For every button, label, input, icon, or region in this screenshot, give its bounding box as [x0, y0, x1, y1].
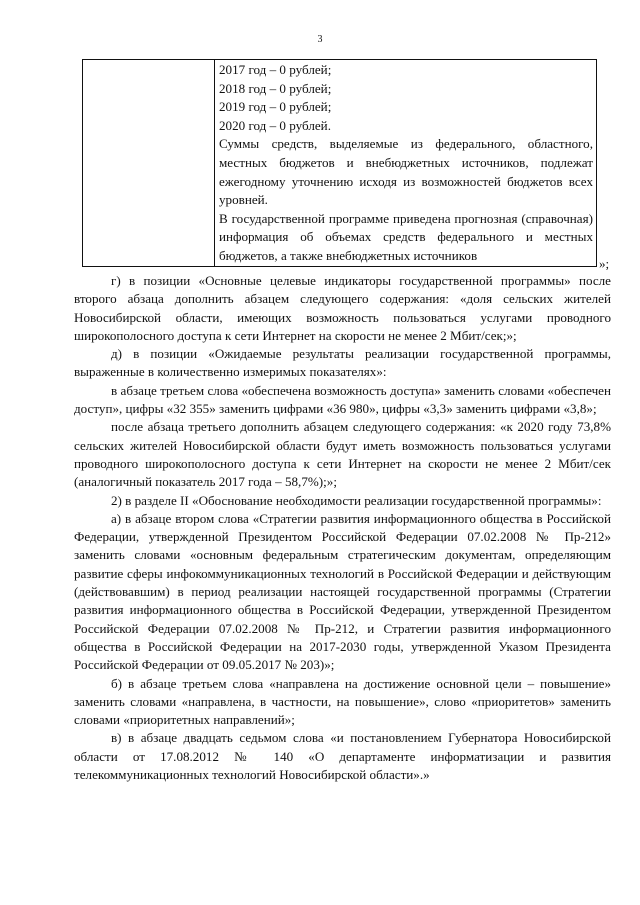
- table-line: 2019 год – 0 рублей;: [219, 99, 332, 115]
- paragraph: д) в позиции «Ожидаемые результаты реализации государственной программы, выраженные в количественно измеримых показателях»:: [74, 346, 611, 380]
- table-row: [83, 60, 597, 267]
- table-label-cell: [83, 60, 215, 267]
- document-body: [74, 272, 611, 784]
- paragraph: а) в абзаце втором слова «Стратегии развития информационного общества в Российской Федерации, утвержденной Президентом Российской Федерации 07.02.2008 № Пр-212» заменить словами «основным федеральным стратегическим документам, определяющим развитие сферы инфокоммуникационных технологий в Российской Федерации и действующим (действовавшим) в период реализации настоящей государственной программы (Стратегии развития информационного общества в Российской Федерации, утвержденной Президентом Российской Федерации 07.02.2008 № Пр-212, и Стратегии развития информационного общества в Российской Федерации на 2017-2030 годы, утвержденной Указом Президента Российской Федерации от 09.05.2017 № 203)»;: [74, 510, 611, 673]
- table-line: 2017 год – 0 рублей;: [219, 62, 332, 77]
- table-line: 2018 год – 0 рублей;: [219, 80, 332, 96]
- funding-table: [82, 59, 597, 267]
- page-number: 3: [317, 34, 323, 45]
- table-paragraph: Суммы средств, выделяемые из федерального, областного, местных бюджетов и внебюджетных источников, подлежат ежегодному уточнению исходя из возможностей бюджетов всех уровней.: [219, 136, 593, 208]
- table-end-mark: »;: [599, 256, 610, 271]
- table-value-cell: [215, 60, 597, 267]
- paragraph: 2) в разделе II «Обоснование необходимости реализации государственной программы»:: [111, 492, 602, 508]
- table-paragraph: В государственной программе приведена прогнозная (справочная) информация об объемах средств федерального и местных бюджетов, а также внебюджетных источников: [219, 210, 593, 263]
- paragraph: б) в абзаце третьем слова «направлена на достижение основной цели – повышение» заменить словами «направлена, в частности, на повышение», слово «приоритетов» заменить словами «приоритетных направлений»;: [74, 675, 611, 728]
- paragraph: после абзаца третьего дополнить абзацем следующего содержания: «к 2020 году 73,8% сельских жителей Новосибирской области будут иметь возможность пользоваться услугами проводного широкополосного доступа к сети Интернет на скорости не менее 2 Мбит/сек (аналогичный показатель 2017 года – 58,7%);»;: [74, 419, 611, 490]
- paragraph: в абзаце третьем слова «обеспечена возможность доступа» заменить словами «обеспечен доступ», цифры «32 355» заменить цифрами «36 980», цифры «3,3» заменить цифрами «3,8»;: [74, 382, 611, 417]
- paragraph: г) в позиции «Основные целевые индикаторы государственной программы» после второго абзаца дополнить абзацем следующего содержания: «доля сельских жителей Новосибирской области, имеющих возможность пользоваться услугами проводного широкополосного доступа к сети Интернет на скорости не менее 2 Мбит/сек;»;: [74, 273, 611, 343]
- paragraph: в) в абзаце двадцать седьмом слова «и постановлением Губернатора Новосибирской области от 17.08.2012 № 140 «О департаменте информатизации и развития телекоммуникационных технологий Новосибирской области».»: [74, 730, 611, 783]
- table-line: 2020 год – 0 рублей.: [219, 117, 331, 133]
